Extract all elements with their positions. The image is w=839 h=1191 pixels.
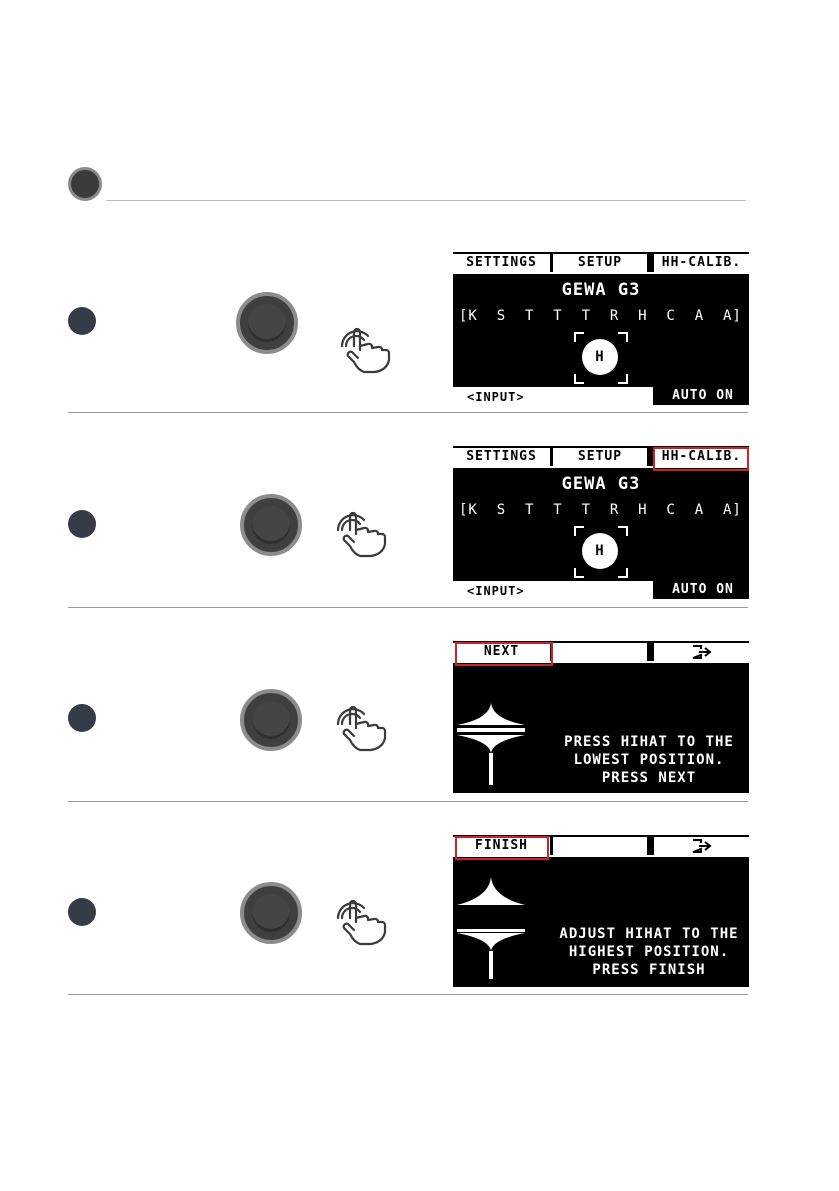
bracket-corner: [574, 374, 584, 384]
exit-icon: [691, 839, 713, 853]
pad-row: [459, 308, 743, 328]
bracket-corner: [574, 332, 584, 342]
step-separator: [68, 607, 748, 608]
input-selector[interactable]: <INPUT>: [453, 389, 653, 405]
step-separator: [68, 994, 748, 995]
exit-icon: [691, 645, 713, 659]
rotary-knob[interactable]: [240, 494, 302, 556]
kit-name: GEWA G3: [561, 474, 641, 494]
lcd-screen-2: [453, 446, 749, 599]
bracket-corner: [574, 526, 584, 536]
lcd-screen-3: [453, 641, 749, 793]
tab-hh-calib[interactable]: HH-CALIB.: [654, 448, 749, 466]
bracket-corner: [618, 332, 628, 342]
rotary-knob[interactable]: [240, 882, 302, 944]
pad-row-text: [K S T T T R H C A A]: [459, 308, 742, 324]
hihat-pad-indicator: H: [582, 339, 618, 375]
instruction-line-3: PRESS FINISH: [592, 962, 706, 978]
section-bullet: [68, 167, 102, 201]
hihat-open-icon: [455, 875, 527, 981]
step-bullet: [68, 307, 96, 335]
tab-hh-calib[interactable]: HH-CALIB.: [654, 254, 749, 272]
tab-setup[interactable]: SETUP: [553, 254, 647, 272]
step-bullet: [68, 704, 96, 732]
touch-hand-icon: [332, 898, 392, 946]
bottom-bar: [453, 387, 749, 405]
kit-name: GEWA G3: [561, 280, 641, 300]
highlight-box: [455, 836, 549, 860]
hihat-pad-indicator: H: [582, 533, 618, 569]
instruction-line-1: PRESS HIHAT TO THE: [564, 734, 734, 750]
next-button[interactable]: NEXT: [453, 643, 550, 661]
instruction-line-1: ADJUST HIHAT TO THE: [559, 926, 739, 942]
tab-settings[interactable]: SETTINGS: [453, 254, 550, 272]
bracket-corner: [618, 568, 628, 578]
tab-empty: [553, 837, 647, 855]
bracket-corner: [574, 568, 584, 578]
step-separator: [68, 801, 748, 802]
pad-row-text: [K S T T T R H C A A]: [459, 502, 742, 518]
pad-row: [459, 502, 743, 522]
step-bullet: [68, 898, 96, 926]
highlight-box: [653, 447, 749, 471]
instruction-line-2: HIGHEST POSITION.: [568, 944, 730, 960]
section-divider: [106, 200, 746, 201]
tab-empty: [553, 643, 647, 661]
bracket-corner: [618, 374, 628, 384]
tab-setup[interactable]: SETUP: [553, 448, 647, 466]
highlight-box: [455, 642, 553, 666]
input-selector[interactable]: <INPUT>: [453, 583, 653, 599]
lcd-screen-1: [453, 252, 749, 405]
hihat-closed-icon: [455, 701, 527, 787]
touch-hand-icon: [336, 326, 396, 374]
lcd-screen-4: [453, 835, 749, 987]
tab-underline: [453, 272, 749, 274]
finish-button[interactable]: FINISH: [453, 837, 550, 855]
touch-hand-icon: [332, 704, 392, 752]
exit-button[interactable]: [654, 643, 749, 661]
tab-settings[interactable]: SETTINGS: [453, 448, 550, 466]
rotary-knob[interactable]: [236, 292, 298, 354]
rotary-knob[interactable]: [240, 689, 302, 751]
instruction-line-2: LOWEST POSITION.: [573, 752, 725, 768]
touch-hand-icon: [332, 510, 392, 558]
auto-on-toggle[interactable]: AUTO ON: [657, 581, 749, 599]
step-bullet: [68, 510, 96, 538]
step-separator: [68, 412, 748, 413]
bracket-corner: [618, 526, 628, 536]
auto-on-toggle[interactable]: AUTO ON: [657, 387, 749, 405]
bottom-bar: [453, 581, 749, 599]
exit-button[interactable]: [654, 837, 749, 855]
instruction-line-3: PRESS NEXT: [601, 770, 697, 786]
